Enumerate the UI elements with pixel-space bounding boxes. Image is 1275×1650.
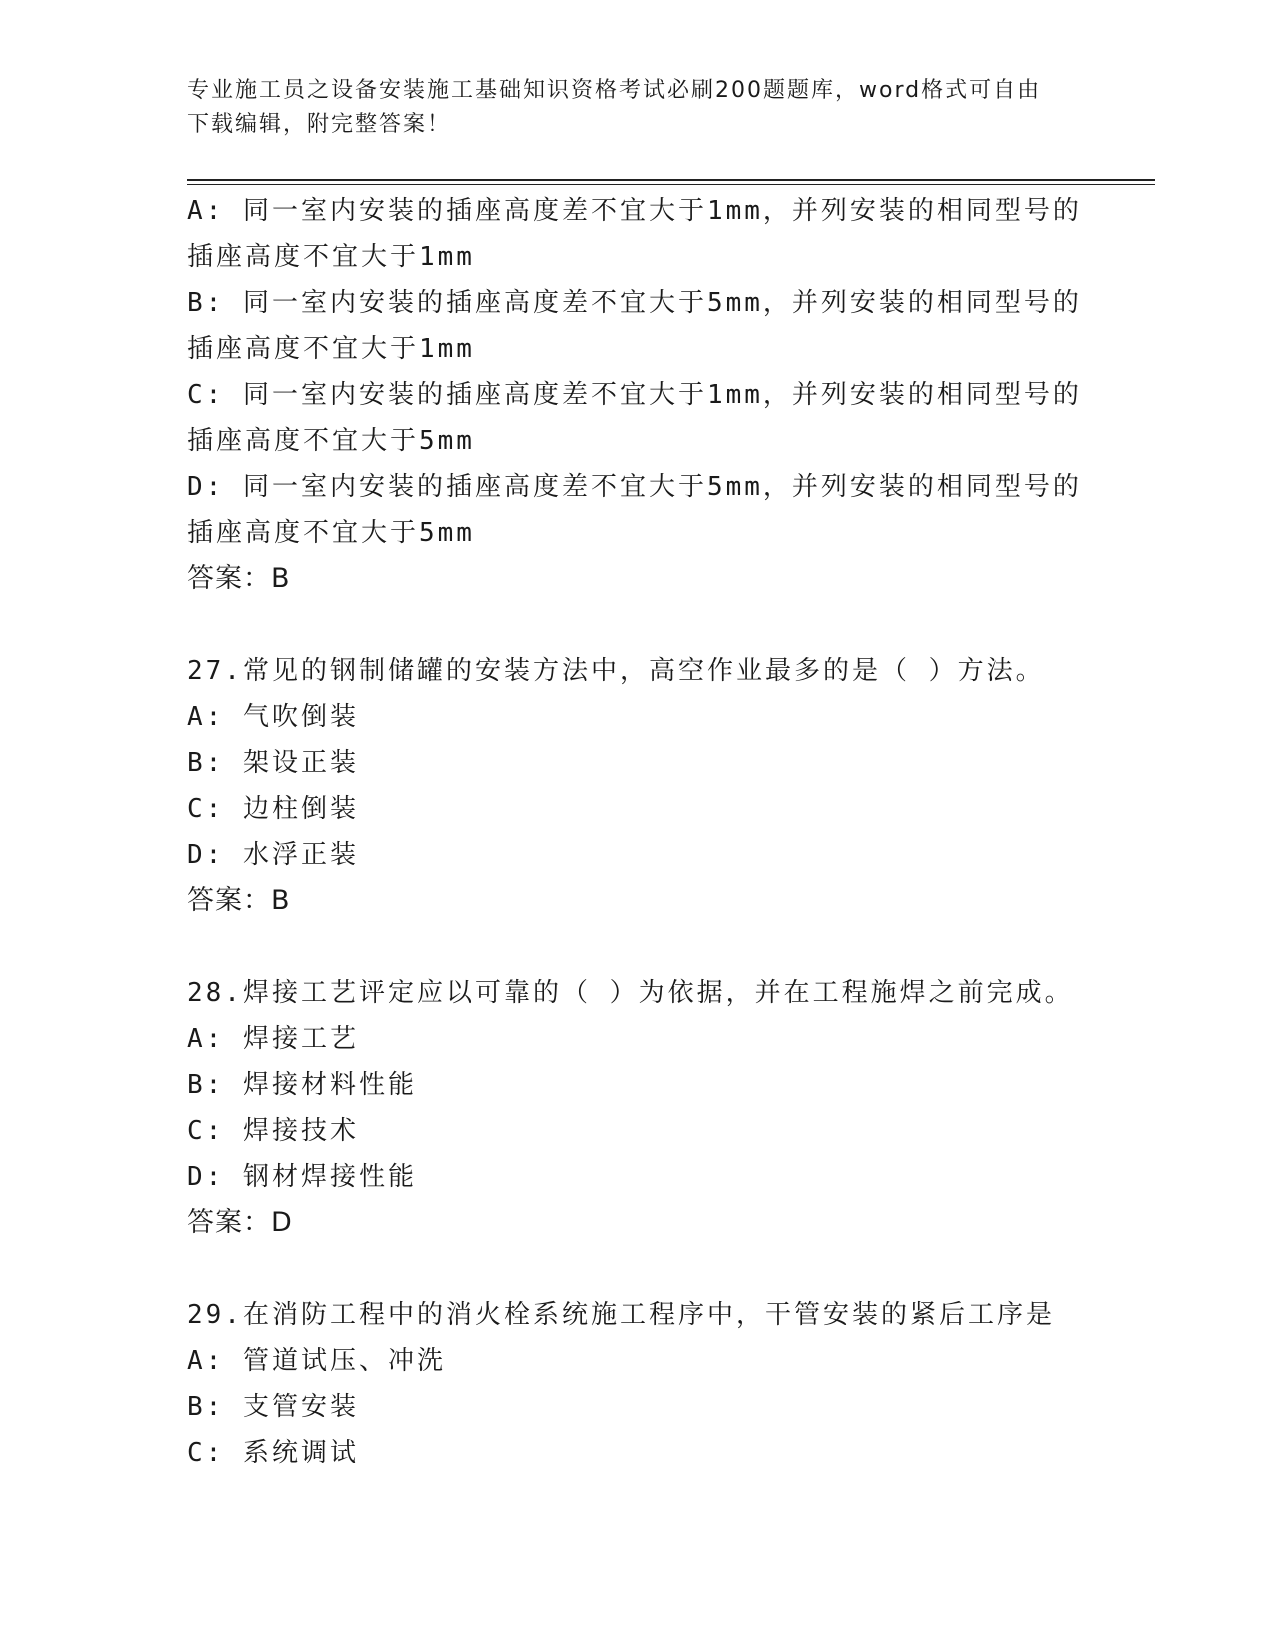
q27-option-a: A: 气吹倒装	[187, 702, 359, 732]
q28-option-b: B: 焊接材料性能	[187, 1070, 417, 1100]
q28-answer: 答案：D	[187, 1207, 293, 1238]
q26-option-b-line1: B: 同一室内安装的插座高度差不宜大于5mm，并列安装的相同型号的	[187, 288, 1082, 318]
q29-option-b: B: 支管安装	[187, 1392, 359, 1422]
spacer	[187, 602, 1087, 648]
spacer	[187, 924, 1087, 970]
q27-option-b: B: 架设正装	[187, 748, 359, 778]
q26-option-d-line2: 插座高度不宜大于5mm	[187, 518, 475, 548]
q28-option-a: A: 焊接工艺	[187, 1024, 359, 1054]
q27-option-c: C: 边柱倒装	[187, 794, 359, 824]
q27-question: 27.常见的钢制储罐的安装方法中，高空作业最多的是（ ）方法。	[187, 656, 1045, 686]
q26-option-a-line2: 插座高度不宜大于1mm	[187, 242, 475, 272]
q29-option-c: C: 系统调试	[187, 1438, 359, 1468]
q26-option-a-line1: A: 同一室内安装的插座高度差不宜大于1mm，并列安装的相同型号的	[187, 196, 1082, 226]
q26-option-c-line1: C: 同一室内安装的插座高度差不宜大于1mm，并列安装的相同型号的	[187, 380, 1082, 410]
spacer	[187, 1246, 1087, 1292]
header-divider-thin	[187, 184, 1155, 185]
q26-option-c-line2: 插座高度不宜大于5mm	[187, 426, 475, 456]
document-header	[187, 74, 1087, 142]
q29-question: 29.在消防工程中的消火栓系统施工程序中，干管安装的紧后工序是	[187, 1300, 1055, 1330]
q29-option-a: A: 管道试压、冲洗	[187, 1346, 446, 1376]
q26-option-b-line2: 插座高度不宜大于1mm	[187, 334, 475, 364]
q28-option-d: D: 钢材焊接性能	[187, 1162, 417, 1192]
header-divider-thick	[187, 179, 1155, 181]
question-list	[187, 188, 1087, 1476]
q28-option-c: C: 焊接技术	[187, 1116, 359, 1146]
q28-question: 28.焊接工艺评定应以可靠的（ ）为依据，并在工程施焊之前完成。	[187, 978, 1074, 1008]
q27-option-d: D: 水浮正装	[187, 840, 359, 870]
q27-answer: 答案：B	[187, 885, 291, 916]
q26-answer: 答案：B	[187, 563, 291, 594]
q26-option-d-line1: D: 同一室内安装的插座高度差不宜大于5mm，并列安装的相同型号的	[187, 472, 1082, 502]
header-line-1: 专业施工员之设备安装施工基础知识资格考试必刷200题题库，word格式可自由	[187, 78, 1042, 103]
header-line-2: 下载编辑，附完整答案！	[187, 112, 452, 137]
